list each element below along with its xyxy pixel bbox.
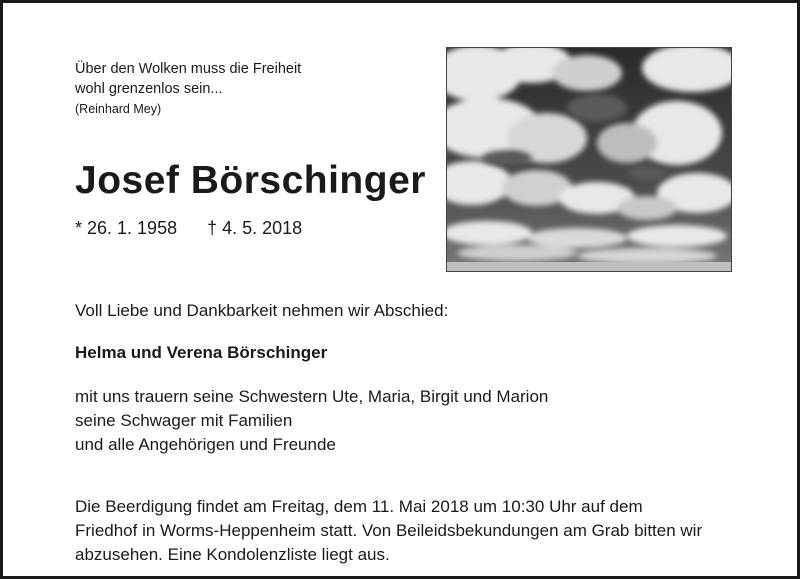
funeral-line: Die Beerdigung findet am Freitag, dem 11. Mai 2018 um 10:30 Uhr auf dem (75, 497, 643, 516)
mourners-line: und alle Angehörigen und Freunde (75, 435, 336, 454)
clouds-image (447, 48, 732, 272)
funeral-info (75, 495, 702, 567)
quote-author: (Reinhard Mey) (75, 102, 162, 116)
funeral-line: abzusehen. Eine Kondolenzliste liegt aus. (75, 545, 390, 564)
funeral-line: Friedhof in Worms-Heppenheim statt. Von Beileidsbekundungen am Grab bitten wir (75, 521, 703, 540)
mourners-line: seine Schwager mit Familien (75, 411, 293, 430)
quote-line: Über den Wolken muss die Freiheit (75, 61, 302, 77)
death-date: † 4. 5. 2018 (207, 218, 303, 238)
mourners-line: mit uns trauern seine Schwestern Ute, Maria, Birgit und Marion (75, 387, 549, 406)
quote (75, 59, 301, 99)
mourners-list (75, 385, 548, 457)
clouds-photo (446, 47, 732, 272)
family-names: Helma und Verena Börschinger (75, 343, 328, 362)
birth-date: * 26. 1. 1958 (75, 218, 178, 238)
life-dates (75, 215, 302, 241)
quote-line: wohl grenzenlos sein... (75, 81, 223, 97)
deceased-name: Josef Börschinger (75, 159, 426, 202)
farewell-text: Voll Liebe und Dankbarkeit nehmen wir Abschied: (75, 301, 449, 320)
